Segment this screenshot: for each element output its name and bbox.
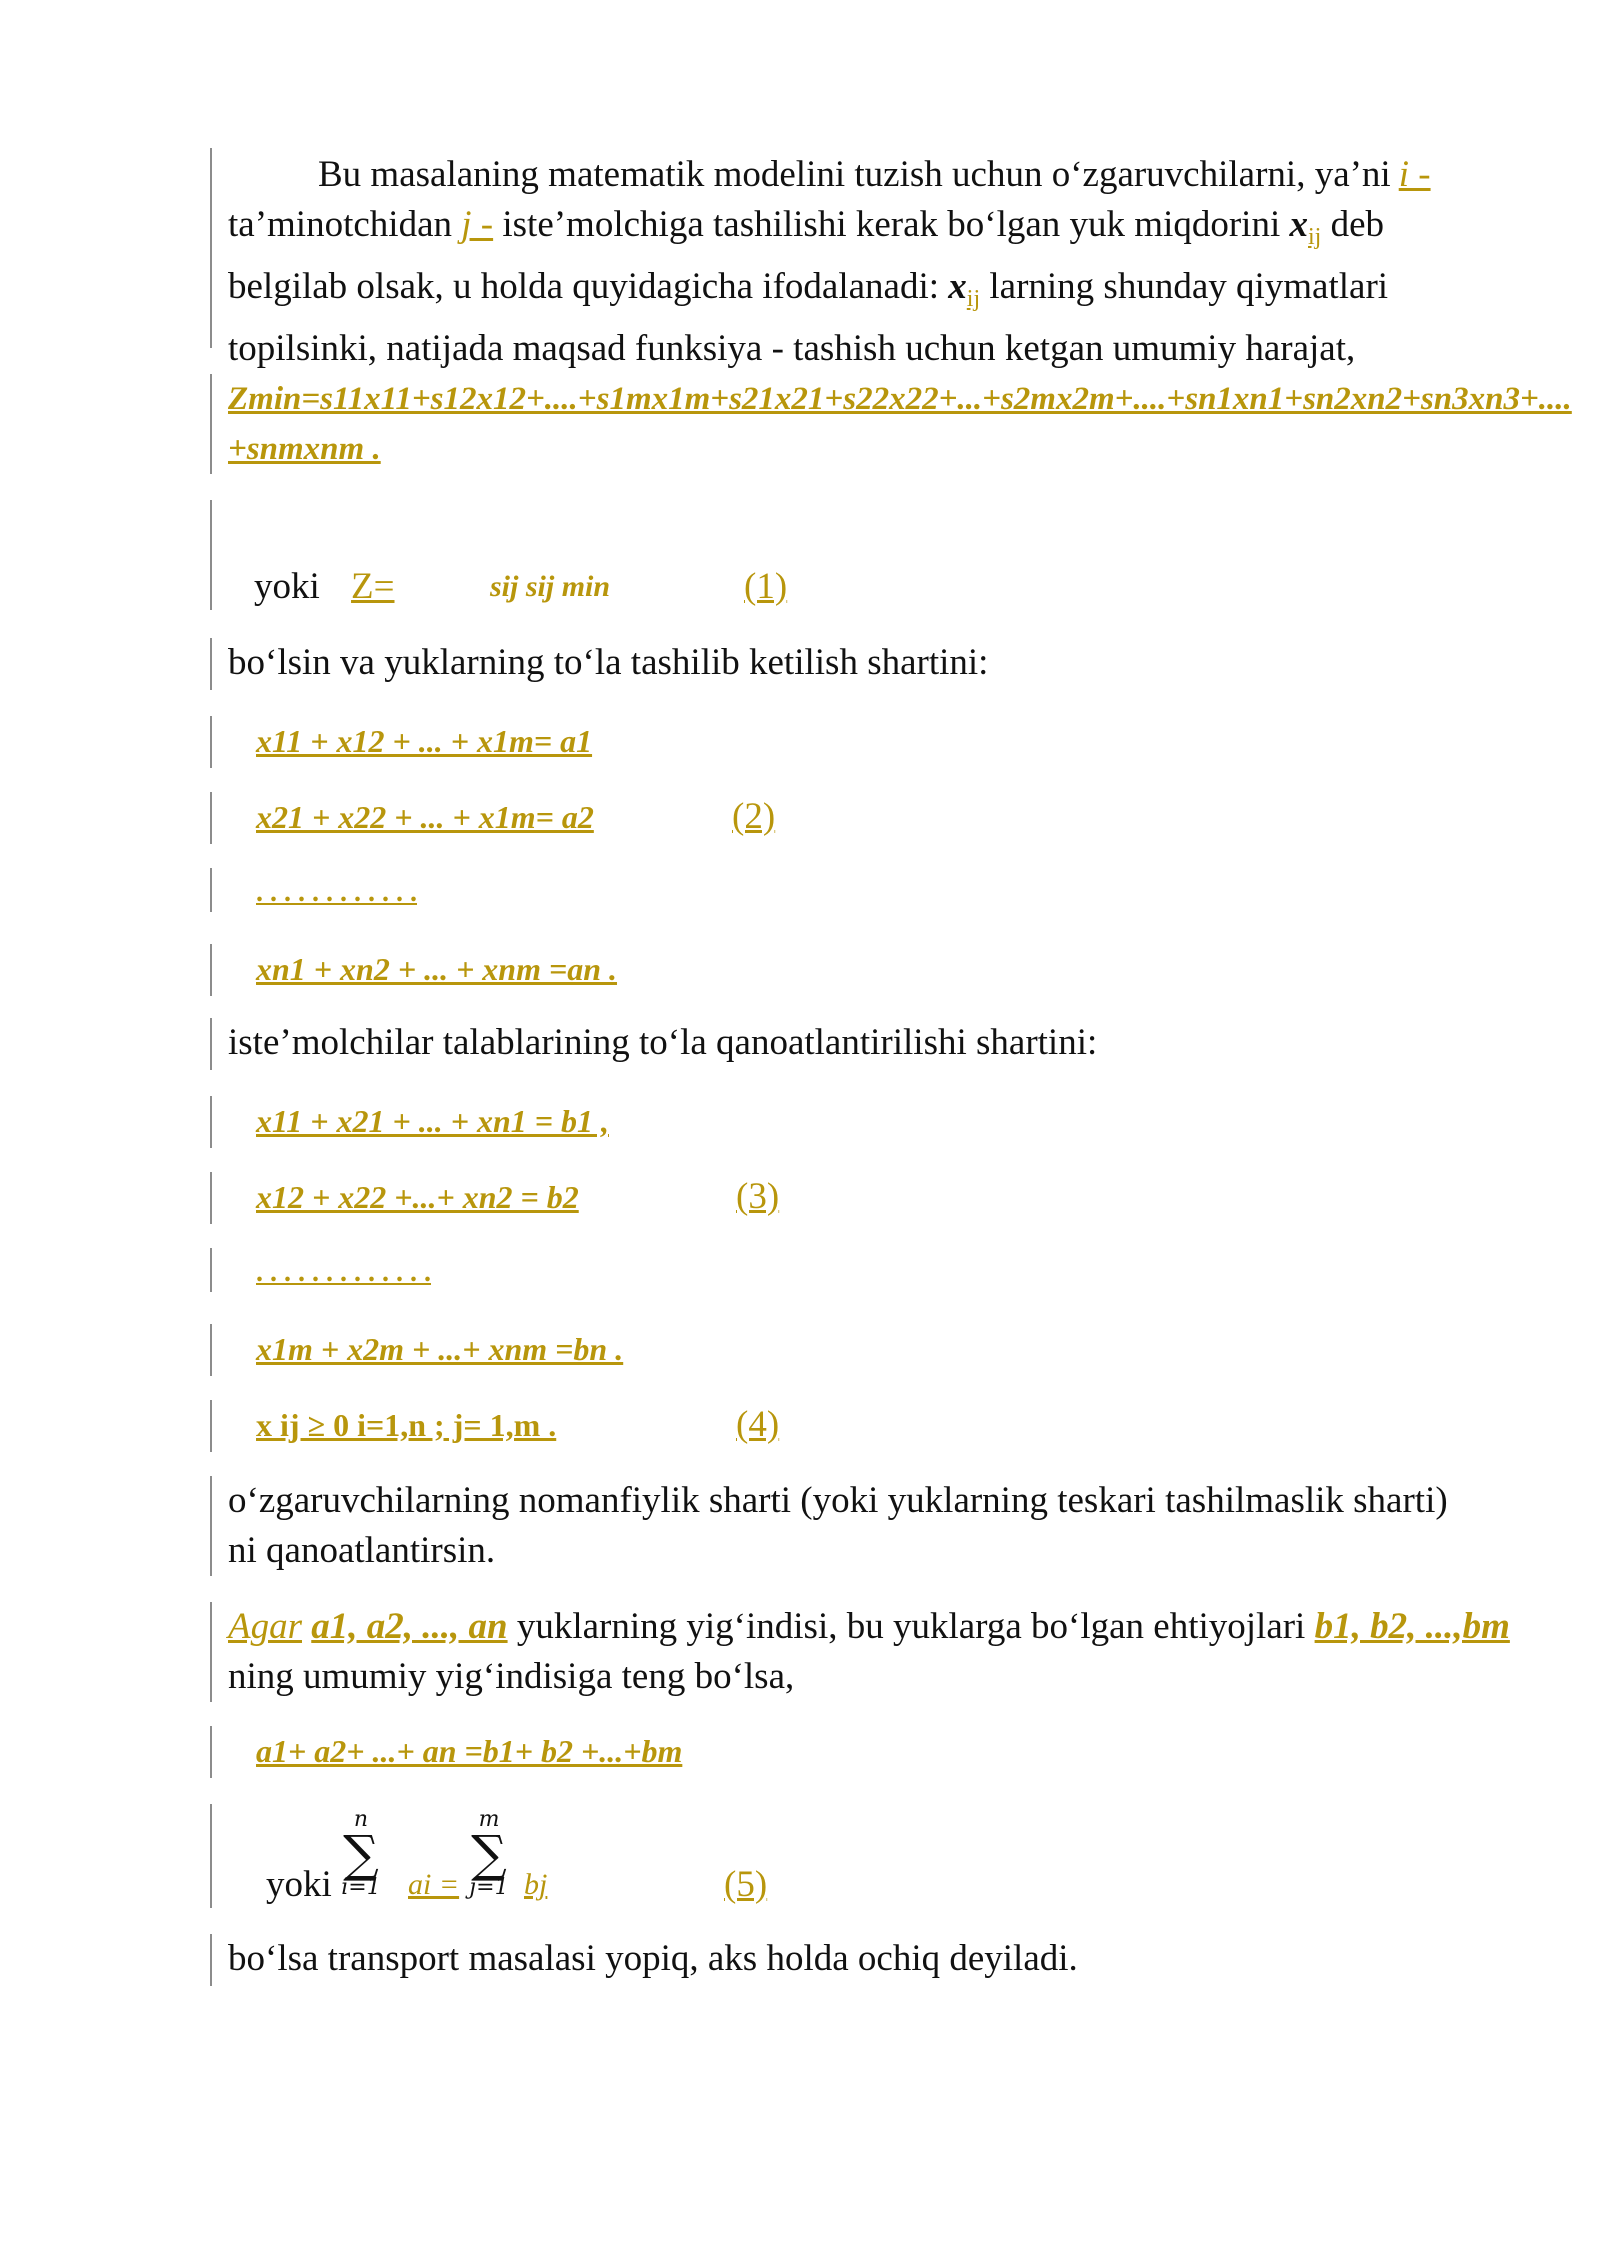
sigma-symbol-i: ∑ <box>343 1825 379 1883</box>
sys2-r1: x11 + x12 + ... + x1m= a1 <box>256 723 593 759</box>
cond4-text: x ij ≥ 0 i=1,n ; j= 1,m . <box>256 1407 557 1443</box>
sum-block-5 <box>210 1804 1500 1908</box>
agar-line-2: ning umumiy yig‘indisiga teng bo‘lsa, <box>228 1656 795 1697</box>
sys3-r2: x12 + x22 +...+ xn2 = b2 <box>256 1179 579 1215</box>
sigma-i-upper: n <box>353 1807 369 1832</box>
intro-line-2b: iste’molchiga tashilishi kerak bo‘lgan yuk miqdorini <box>502 204 1281 245</box>
sys2-r3: xn1 + xn2 + ... + xnm =an . <box>256 951 618 987</box>
system-2-row-1 <box>210 716 1500 768</box>
agar-paragraph <box>210 1602 1510 1702</box>
cond2-intro <box>210 1018 1500 1070</box>
sigma-j-upper: m <box>478 1807 500 1832</box>
xij-symbol: x <box>1289 204 1308 245</box>
sigma-i-lower: i=1 <box>341 1875 381 1900</box>
sigma-i <box>336 1808 386 1900</box>
intro-paragraph <box>210 148 1500 369</box>
equation-number-2: (2) <box>732 796 776 837</box>
intro-line-3: belgilab olsak, u holda quyidagicha ifodalanadi: <box>228 266 940 307</box>
sum-equality <box>210 1726 1500 1778</box>
sigma-j <box>464 1808 514 1900</box>
system-2-row-2 <box>210 792 1500 844</box>
equation-number-5: (5) <box>724 1864 768 1905</box>
system-3-dots <box>210 1248 1500 1292</box>
xij-subscript: ij <box>1308 224 1322 250</box>
nonneg-line-2: ni qanoatlantirsin. <box>228 1530 496 1571</box>
b-terms: b1, b2, ...,bm <box>1314 1606 1510 1647</box>
yoki-z-block <box>210 500 1500 610</box>
sum-eq-text: a1+ a2+ ...+ an =b1+ b2 +...+bm <box>256 1733 683 1769</box>
agar-middle: yuklarning yig‘indisi, bu yuklarga bo‘lgan ehtiyojlari <box>516 1606 1306 1647</box>
sys3-dots: . . . . . . . . . . . . . <box>256 1257 431 1288</box>
sij-expression: sij sij min <box>490 570 611 603</box>
equation-number-1: (1) <box>744 566 788 607</box>
intro-line-4: topilsinki, natijada maqsad funksiya - tashish uchun ketgan umumiy harajat, <box>228 328 1356 369</box>
sys3-r3: x1m + x2m + ...+ xnm =bn . <box>256 1331 624 1367</box>
yoki-word: yoki <box>254 566 320 607</box>
nonneg-paragraph <box>210 1476 1500 1576</box>
system-3-row-3 <box>210 1324 1500 1376</box>
yoki-word-2: yoki <box>266 1864 332 1905</box>
zmin-formula <box>210 374 1572 474</box>
condition-4 <box>210 1400 1500 1452</box>
sys2-dots: . . . . . . . . . . . . <box>256 877 417 908</box>
i-index: i - <box>1398 154 1431 195</box>
sys3-r1: x11 + x21 + ... + xn1 = b1 , <box>256 1103 609 1139</box>
xij-symbol-2: x <box>948 266 967 307</box>
bj-term: bj <box>524 1868 548 1901</box>
equation-number-3: (3) <box>736 1176 780 1217</box>
ai-term: ai = <box>408 1868 460 1901</box>
zmin-line-1: Zmin=s11x11+s12x12+....+s1mx1m+s21x21+s22x22+...+s2mx2m+....+sn1xn1+sn2xn2+sn3xn3+.... <box>228 381 1572 417</box>
xij-subscript-2: ij <box>966 286 981 312</box>
intro-line-2a: ta’minotchidan <box>228 204 452 245</box>
a-terms: a1, a2, ..., an <box>311 1606 508 1647</box>
nonneg-line-1: o‘zgaruvchilarning nomanfiylik sharti (yoki yuklarning teskari tashilmaslik sharti) <box>228 1480 1448 1521</box>
system-2-dots <box>210 868 1500 912</box>
z-equals: Z= <box>351 566 395 607</box>
system-2-row-3 <box>210 944 1500 996</box>
closing-paragraph: bo‘lsa transport masalasi yopiq, aks holda ochiq deyiladi. <box>210 1934 1500 1986</box>
system-3-row-2 <box>210 1172 1500 1224</box>
system-3-row-1 <box>210 1096 1500 1148</box>
agar-word: Agar <box>228 1606 302 1647</box>
intro-line-1: Bu masalaning matematik modelini tuzish uchun o‘zgaruvchilarni, ya’ni <box>318 154 1391 195</box>
cond1-intro: bo‘lsin va yuklarning to‘la tashilib ketilish shartini: <box>210 638 1500 690</box>
cond2-text: iste’molchilar talablarining to‘la qanoatlantirilishi shartini: <box>228 1022 1098 1063</box>
deb-word: deb <box>1330 204 1385 245</box>
sigma-j-lower: j=1 <box>469 1875 509 1900</box>
sigma-symbol-j: ∑ <box>471 1825 507 1883</box>
j-index: j - <box>461 204 494 245</box>
equation-number-4: (4) <box>736 1404 780 1445</box>
zmin-line-2: +snmxnm . <box>228 431 381 467</box>
sys2-r2: x21 + x22 + ... + x1m= a2 <box>256 799 594 835</box>
intro-line-3b: larning shunday qiymatlari <box>989 266 1389 307</box>
